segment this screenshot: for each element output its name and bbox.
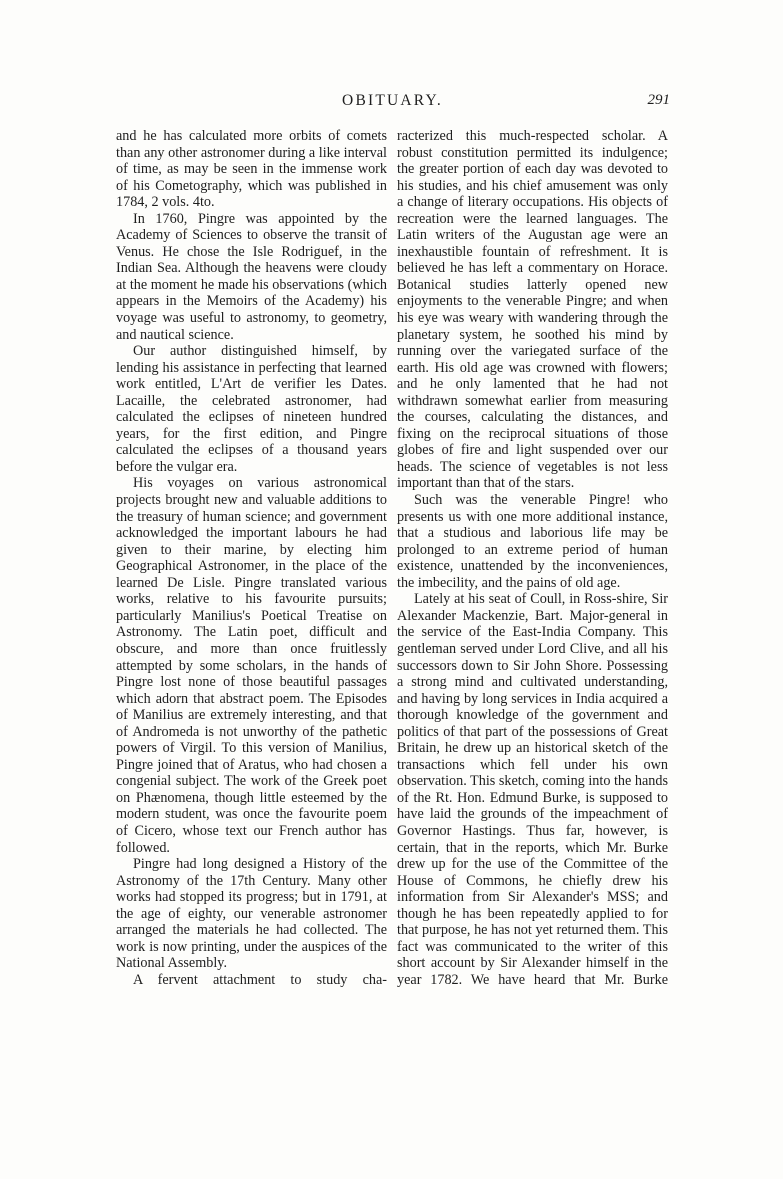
- right-column: [397, 128, 668, 1005]
- page-title: OBITUARY.: [342, 92, 443, 109]
- paragraph: His voyages on various astronomical projects brought new and valuable additions to the treasury of human science; and government acknowledged the important labours he had given to their marine, by electing him Geographical Astronomer, in the place of the learned De Lisle. Pingre translated various works, relative to his favourite pursuits; particularly Manilius's Poetical Treatise on Astronomy. The Latin poet, difficult and obscure, and more than once fruitlessly attempted by some scholars, in the hands of Pingre lost none of those beautiful passages which adorn that abstract poem. The Episodes of Manilius are extremely interesting, and that of Andromeda is not unworthy of the pathetic powers of Virgil. To this version of Manilius, Pingre joined that of Aratus, who had chosen a congenial subject. The work of the Greek poet on Phænomena, though little esteemed by the modern student, was once the favourite poem of Cicero, whose text our French author has followed.: [116, 475, 387, 856]
- running-head: [115, 92, 670, 116]
- paragraph: and he has calculated more orbits of comets than any other astronomer during a like interval of time, as may be seen in the immense work of his Cometography, which was published in 1784, 2 vols. 4to.: [116, 128, 387, 211]
- paragraph: Lately at his seat of Coull, in Ross-shire, Sir Alexander Mackenzie, Bart. Major-general in the service of the East-India Company. This gentleman served under Lord Clive, and all his successors down to Sir John Shore. Possessing a strong mind and cultivated understanding, and having by long services in India acquired a thorough knowledge of the government and politics of that part of the possessions of Great Britain, he drew up an historical sketch of the transactions which fell under his own observation. This sketch, coming into the hands of the Rt. Hon. Edmund Burke, is supposed to have laid the grounds of the impeachment of Governor Hastings. Thus far, however, is certain, that in the reports, which Mr. Burke drew up for the use of the Committee of the House of Commons, he chiefly drew his information from Sir Alexander's MSS; and though he has been repeatedly applied to for that purpose, he has not yet returned them. This fact was communicated to the writer of this short account by Sir Alexander himself in the year 1782. We have heard that Mr. Burke: [397, 591, 668, 988]
- paragraph: In 1760, Pingre was appointed by the Academy of Sciences to observe the transit of Venus. He chose the Isle Rodriguef, in the Indian Sea. Although the heavens were cloudy at the moment he made his observations (which appears in the Memoirs of the Academy) his voyage was useful to astronomy, to geometry, and nautical science.: [116, 210, 387, 343]
- paragraph: Such was the venerable Pingre! who presents us with one more additional instance, that a studious and laborious life may be prolonged to an extreme period of human existence, unattended by the inconveniences, the imbecility, and the pains of old age.: [397, 492, 668, 591]
- page-number: 291: [647, 92, 670, 108]
- paragraph: Pingre had long designed a History of the Astronomy of the 17th Century. Many other works had stopped its progress; but in 1791, at the age of eighty, our venerable astronomer arranged the materials he had collected. The work is now printing, under the auspices of the National Assembly.: [116, 856, 387, 972]
- left-column: [116, 128, 387, 1005]
- paragraph: racterized this much-respected scholar. A robust constitution permitted its indulgence; the greater portion of each day was devoted to his studies, and his chief amusement was only a change of literary occupations. His objects of recreation were the learned languages. The Latin writers of the Augustan age were an inexhaustible fountain of refreshment. It is believed he has left a commentary on Horace. Botanical studies latterly opened new enjoyments to the venerable Pingre; and when his eye was weary with wandering through the planetary system, he soothed his mind by running over the variegated surface of the earth. His old age was crowned with flowers; and he only lamented that he had not withdrawn somewhat earlier from measuring the courses, calculating the distances, and fixing on the reciprocal situations of those globes of fire and light suspended over our heads. The science of vegetables is not less important than that of the stars.: [397, 128, 668, 492]
- paragraph: Our author distinguished himself, by lending his assistance in perfecting that learned work entitled, L'Art de verifier les Dates. Lacaille, the celebrated astronomer, had calculated the eclipses of nineteen hundred years, for the first edition, and Pingre calculated the eclipses of a thousand years before the vulgar era.: [116, 343, 387, 475]
- paragraph: A fervent attachment to study cha-: [133, 971, 387, 988]
